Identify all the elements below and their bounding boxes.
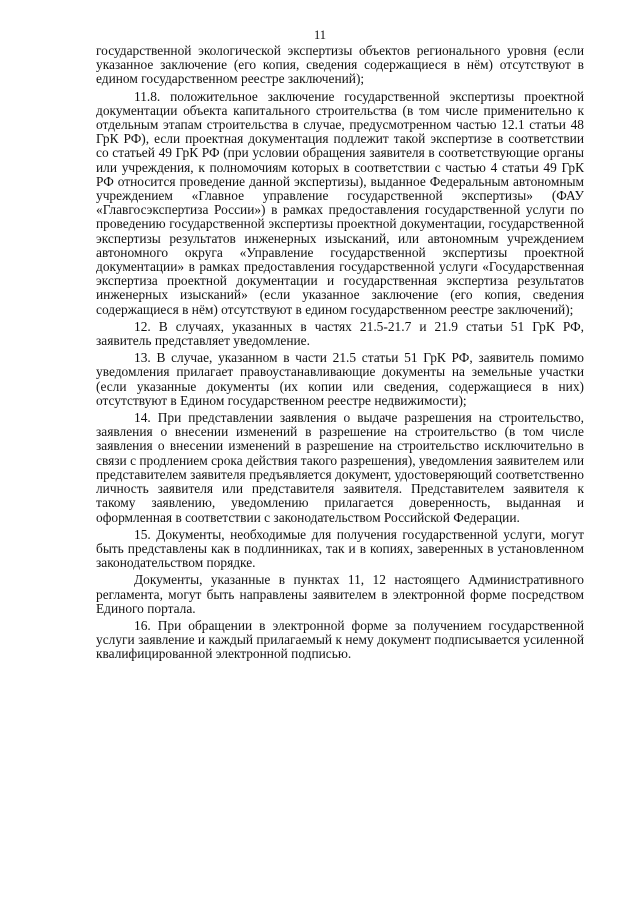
document-body xyxy=(96,44,584,662)
paragraph-12: 12. В случаях, указанных в частях 21.5-21.7 и 21.9 статьи 51 ГрК РФ, заявитель представляет уведомление. xyxy=(96,318,584,349)
paragraph-13: 13. В случае, указанном в части 21.5 статьи 51 ГрК РФ, заявитель помимо уведомления прилагает правоустанавливающие документы на земельные участки (если указанные документы (их копии или сведения, содержащиеся в них) отсутствуют в Едином государственном реестре недвижимости); xyxy=(96,350,584,408)
paragraph-11-8: 11.8. положительное заключение государственной экспертизы проектной документации объекта капитального строительства (в том числе применительно к отдельным этапам строительства в случае, предусмотренном частью 12.1 статьи 48 ГрК РФ), если проектная документация подлежит такой экспертизе в соответствии со статьей 49 ГрК РФ (при условии обращения заявителя в соответствующие органы или учреждения, к полномочиям которых в соответствии с частью 4 статьи 49 ГрК РФ относится проведение данной экспертизы), выданное Федеральным автономным учреждением «Главное управление государственной экспертизы» (ФАУ «Главгосэкспертиза России») в рамках предоставления государственной услуги по проведению государственной экспертизы проектной документации, государственной экспертизы результатов инженерных изысканий, или автономным учреждением автономного округа «Управление государственной экспертизы проектной документации» в рамках предоставления государственной услуги «Государственная экспертиза проектной документации и государственная экспертиза результатов инженерных изысканий» (если указанное заключение (его копия, сведения содержащиеся в нём) отсутствуют в едином государственном реестре заключений); xyxy=(96,88,584,317)
paragraph-16: 16. При обращении в электронной форме за получением государственной услуги заявление и каждый прилагаемый к нему документ подписывается усиленной квалифицированной электронной подписью. xyxy=(96,617,584,662)
paragraph-15: 15. Документы, необходимые для получения государственной услуги, могут быть представлены как в подлинниках, так и в копиях, заверенных в установленном законодательством порядке. xyxy=(96,526,584,571)
paragraph-15-documents: Документы, указанные в пунктах 11, 12 настоящего Административного регламента, могут быть направлены заявителем в электронной форме посредством Единого портала. xyxy=(96,572,584,616)
paragraph-14: 14. При представлении заявления о выдаче разрешения на строительство, заявления о внесении изменений в разрешение на строительство (в том числе заявления о внесении изменений в разрешение на строительство исключительно в связи с продлением срока действия такого разрешения), уведомления заявителем или представителем заявителя предъявляется документ, удостоверяющий соответственно личность заявителя или представителя заявителя. Представителем заявителя к такому заявлению, уведомлению прилагается доверенность, выданная и оформленная в соответствии с законодательством Российской Федерации. xyxy=(96,410,584,525)
page-number: 11 xyxy=(313,28,327,42)
paragraph-continuation: государственной экологической экспертизы объектов регионального уровня (если указанное заключение (его копия, сведения содержащиеся в нём) отсутствуют в едином государственном реестре заключений); xyxy=(96,43,584,87)
